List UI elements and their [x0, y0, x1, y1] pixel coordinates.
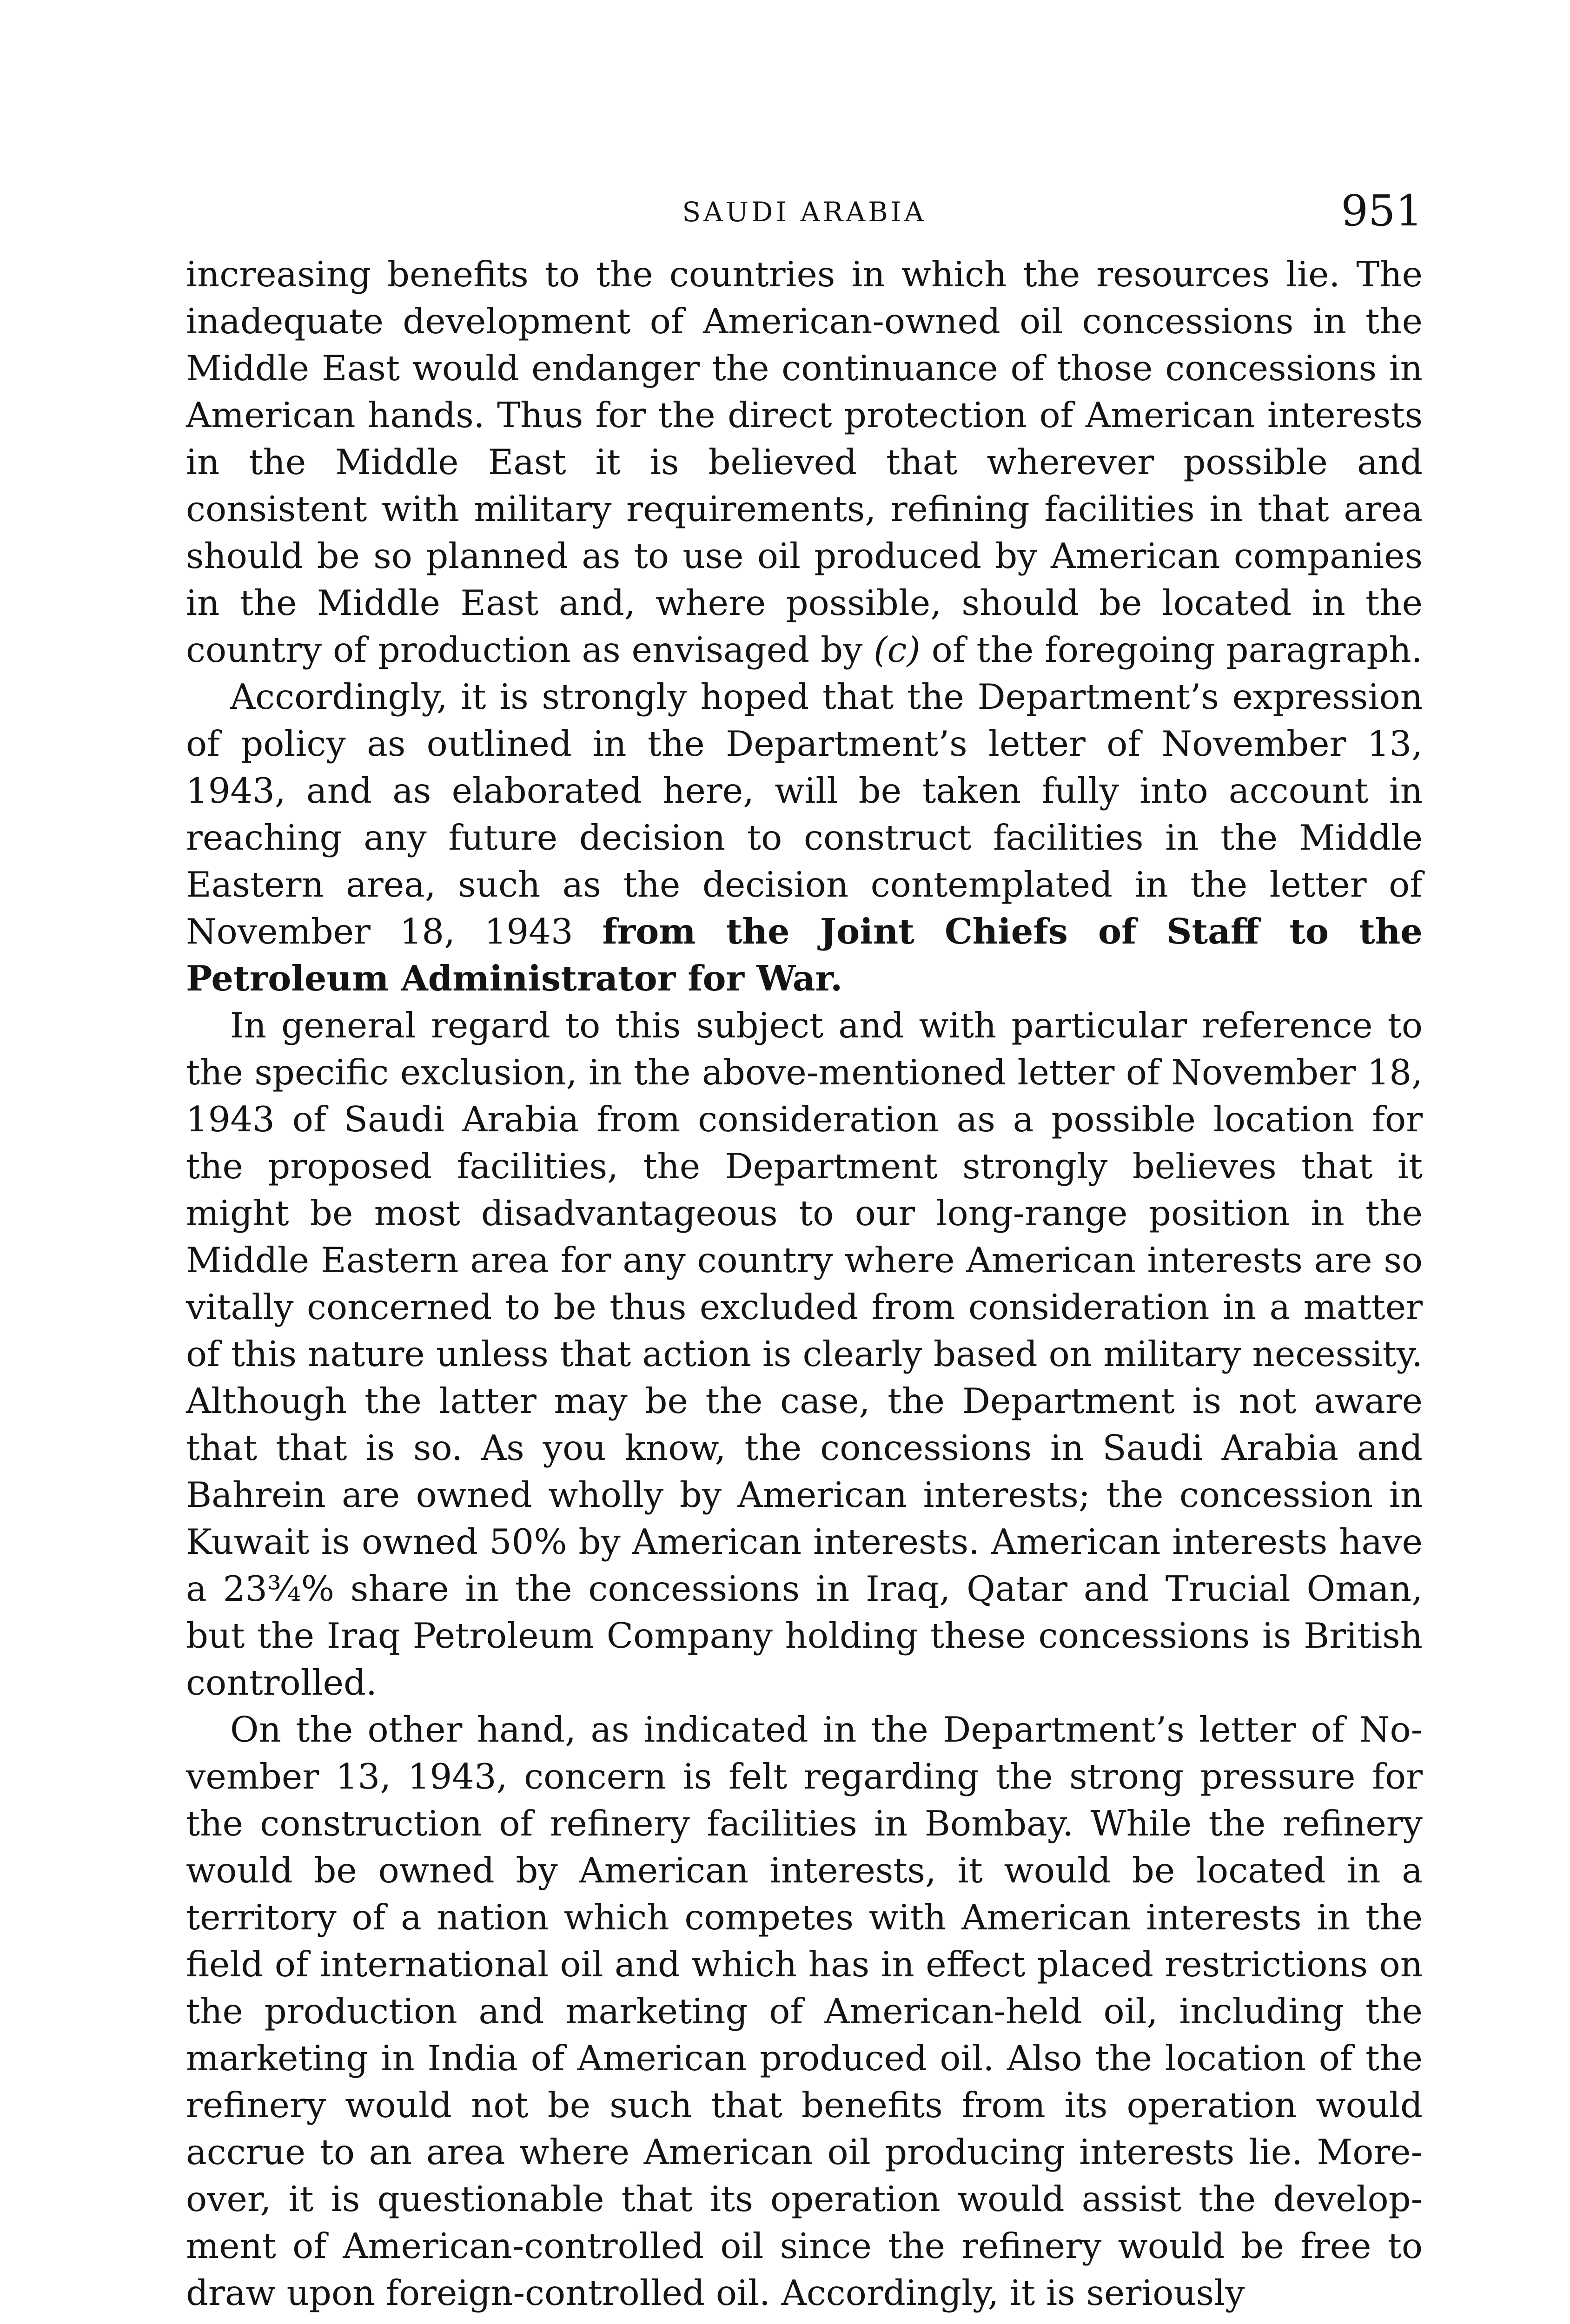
paragraph-1 — [186, 251, 1423, 673]
paragraph-2-bold-text: from the Joint Chiefs of Staff to the Petroleum Administrator for War. — [186, 911, 1423, 999]
paragraph-3-text: In general regard to this subject and with particular reference to the specific exclusion, in the above-mentioned letter of November 18, 1943 of Saudi Arabia from consideration as a possible location for the proposed facilities, the Department strongly believes that it might be most disadvantageous to our long-range position in the Middle Eastern area for any country where American interests are so vitally concerned to be thus excluded from consideration in a matter of this nature unless that action is clearly based on military necessity. Although the latter may be the case, the Department is not aware that that is so. As you know, the concessions in Saudi Arabia and Bahrein are owned wholly by American interests; the concession in Kuwait is owned 50% by American interests. American interests have a 23¾% share in the concessions in Iraq, Qatar and Trucial Oman, but the Iraq Petroleum Company holding these concessions is British controlled. — [186, 1005, 1423, 1703]
document-page — [186, 186, 1423, 2317]
paragraph-1-text-end: of the foregoing paragraph. — [920, 629, 1423, 670]
paragraph-2 — [186, 673, 1423, 1002]
body-text — [186, 251, 1423, 2317]
paragraph-4-text: On the other hand, as indicated in the Department’s letter of November 13, 1943, concern is felt regarding the strong pressure for the construction of refinery facilities in Bombay. While the refinery would be owned by American interests, it would be located in a territory of a nation which competes with American interests in the field of international oil and which has in effect placed restrictions on the production and marketing of American-held oil, including the marketing in India of American produced oil. Also the location of the refinery would not be such that benefits from its operation would accrue to an area where American oil producing interests lie. Moreover, it is questionable that its operation would assist the development of American-controlled oil since the refinery would be free to draw upon foreign-controlled oil. Accordingly, it is seriously — [186, 1709, 1423, 2313]
paragraph-3 — [186, 1002, 1423, 1706]
paragraph-1-text: increasing benefits to the countries in which the resources lie. The inadequate development of American-owned oil concessions in the Middle East would endanger the continuance of those concessions in American hands. Thus for the direct protection of American interests in the Middle East it is believed that wherever possible and consistent with military requirements, refining facilities in that area should be so planned as to use oil produced by American companies in the Middle East and, where possible, should be located in the country of production as envisaged by — [186, 254, 1423, 670]
running-head — [186, 186, 1423, 251]
paragraph-2-text: Accordingly, it is strongly hoped that the Department’s expression of policy as outlined in the Department’s letter of November 13, 1943, and as elaborated here, will be taken fully into account in reaching any future decision to construct facilities in the Middle Eastern area, such as the decision contemplated in the letter of November 18, 1943 — [186, 676, 1423, 952]
page-number: 951 — [1341, 186, 1423, 236]
running-title: SAUDI ARABIA — [682, 196, 927, 228]
paragraph-1-marker: (c) — [874, 629, 921, 670]
paragraph-4 — [186, 1706, 1423, 2317]
